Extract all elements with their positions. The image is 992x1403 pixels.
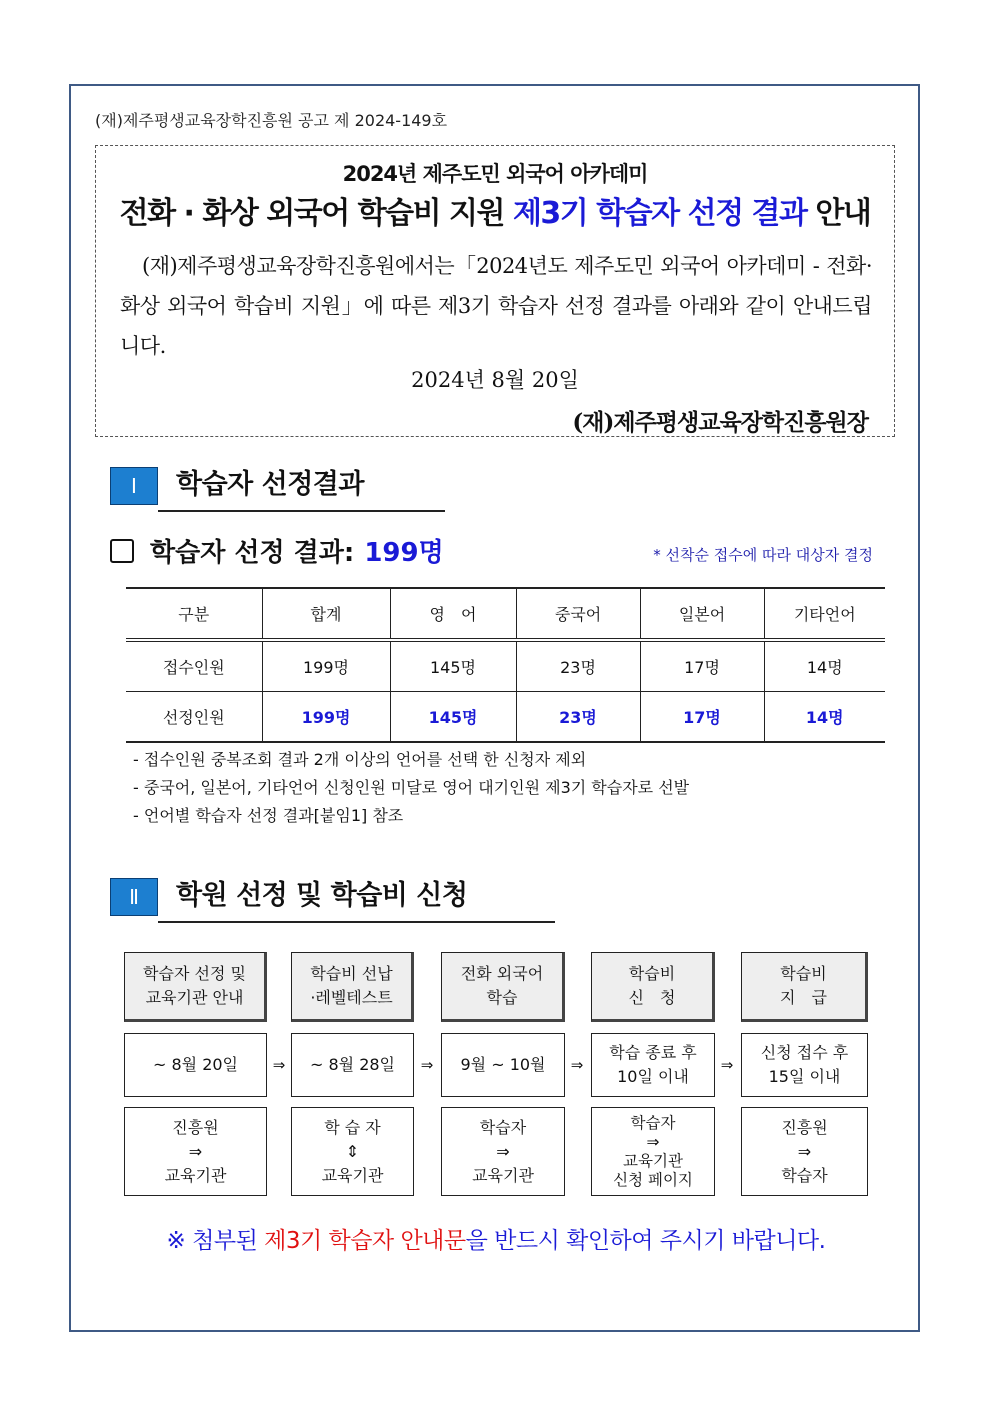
step-period-text: ~ 8월 28일: [309, 1055, 396, 1074]
table-cell: 14명: [764, 640, 885, 692]
table-cell: 199명: [262, 692, 390, 743]
step-title-text: 학습비 신 청: [628, 964, 676, 1007]
table-header-cell: 기타언어: [764, 588, 885, 640]
table-header-cell: 일본어: [640, 588, 764, 640]
section-number-badge: Ⅰ: [110, 467, 158, 505]
step-title-text: 전화 외국어 학습: [460, 964, 544, 1007]
table-header-cell: 영 어: [390, 588, 516, 640]
table-header-cell: 합계: [262, 588, 390, 640]
step-period-text: 신청 접수 후 15일 이내: [760, 1043, 849, 1086]
step-flow: [591, 1107, 715, 1196]
notice-date: 2024년 8월 20일: [411, 368, 579, 392]
issuer-name: (재)제주평생교육장학진흥원장: [572, 409, 868, 436]
section-title: 학습자 선정결과: [176, 469, 364, 500]
step-period-text: 학습 종료 후 10일 이내: [609, 1043, 697, 1086]
title-highlight: 제3기 학습자 선정 결과: [512, 196, 807, 231]
table-cell: 23명: [516, 692, 640, 743]
final-notice: [0, 1222, 992, 1255]
table-header-cell: 중국어: [516, 588, 640, 640]
table-cell: 14명: [764, 692, 885, 743]
selection-note: * 선착순 접수에 따라 대상자 결정: [653, 546, 873, 564]
table-header-cell: 구분: [126, 588, 262, 640]
step-title-text: 학습비 선납 ·레벨테스트: [310, 964, 393, 1007]
table-cell: 199명: [262, 640, 390, 692]
result-table: [126, 587, 885, 743]
step-flow: [741, 1107, 868, 1196]
step-title: [291, 952, 414, 1022]
step-title: [124, 952, 267, 1022]
step-flow: [441, 1107, 565, 1196]
step-title-text: 학습비 지 급: [780, 964, 827, 1007]
step-flow: [124, 1107, 267, 1196]
step-period: [291, 1033, 414, 1097]
notice-number: (재)제주평생교육장학진흥원 공고 제 2024-149호: [95, 111, 448, 130]
section-underline: [158, 921, 555, 923]
title-part-2: 안내: [806, 196, 871, 231]
step-period: [124, 1033, 267, 1097]
right-arrow-icon: ⇒: [272, 1056, 286, 1074]
table-cell: 17명: [640, 692, 764, 743]
table-row: [126, 640, 885, 692]
result-label: 학습자 선정 결과:: [150, 538, 355, 568]
result-notes: [133, 746, 689, 830]
right-arrow-icon: ⇒: [720, 1056, 734, 1074]
step-period: [591, 1033, 715, 1097]
table-cell: 17명: [640, 640, 764, 692]
final-prefix: ※ 첨부된: [166, 1228, 265, 1254]
step-title-text: 학습자 선정 및 교육기관 안내: [143, 964, 246, 1007]
header-subtitle: 2024년 제주도민 외국어 아카데미: [342, 162, 648, 186]
step-flow: [291, 1107, 414, 1196]
table-cell: 145명: [390, 640, 516, 692]
result-count: 199명: [364, 538, 444, 568]
section-number-badge: Ⅱ: [110, 878, 158, 916]
final-suffix: 을 반드시 확인하여 주시기 바랍니다.: [465, 1228, 826, 1254]
step-title: [741, 952, 868, 1022]
step-title: [441, 952, 565, 1022]
final-highlight: 제3기 학습자 안내문: [264, 1228, 466, 1254]
step-flow-text: 학습자 ⇒ 교육기관: [472, 1117, 534, 1185]
table-header-row: [126, 588, 885, 640]
header-box: [95, 145, 895, 437]
checkbox-square-icon: [110, 539, 134, 563]
table-cell: 23명: [516, 640, 640, 692]
table-row: [126, 692, 885, 743]
intro-paragraph: (재)제주평생교육장학진흥원에서는「2024년도 제주도민 외국어 아카데미 - 전화·화상 외국어 학습비 지원」에 따른 제3기 학습자 선정 결과를 아래와 같이 안내드립니다.: [120, 254, 872, 358]
table-cell: 선정인원: [126, 692, 262, 743]
title-part-1: 전화 · 화상 외국어 학습비 지원: [119, 196, 513, 231]
step-flow-text: 진흥원 ⇒ 교육기관: [164, 1117, 227, 1185]
step-flow-text: 학 습 자 ⇕ 교육기관: [321, 1117, 384, 1185]
note-item: - 접수인원 중복조회 결과 2개 이상의 언어를 선택 한 신청자 제외: [133, 750, 587, 769]
note-item: - 중국어, 일본어, 기타언어 신청인원 미달로 영어 대기인원 제3기 학습자로 선발: [133, 778, 690, 797]
step-title: [591, 952, 715, 1022]
step-period: [741, 1033, 868, 1097]
note-item: - 언어별 학습자 선정 결과[붙임1] 참조: [133, 806, 404, 825]
step-period: [441, 1033, 565, 1097]
step-flow-text: 학습자 ⇒ 교육기관 신청 페이지: [613, 1113, 693, 1189]
section-title: 학원 선정 및 학습비 신청: [176, 880, 468, 911]
table-cell: 접수인원: [126, 640, 262, 692]
right-arrow-icon: ⇒: [420, 1056, 434, 1074]
result-title: [110, 532, 444, 569]
section-underline: [158, 510, 445, 512]
step-flow-text: 진흥원 ⇒ 학습자: [781, 1117, 828, 1185]
right-arrow-icon: ⇒: [570, 1056, 584, 1074]
table-cell: 145명: [390, 692, 516, 743]
step-period-text: ~ 8월 20일: [152, 1055, 239, 1074]
step-period-text: 9월 ~ 10월: [460, 1055, 546, 1074]
header-title: [96, 188, 894, 232]
